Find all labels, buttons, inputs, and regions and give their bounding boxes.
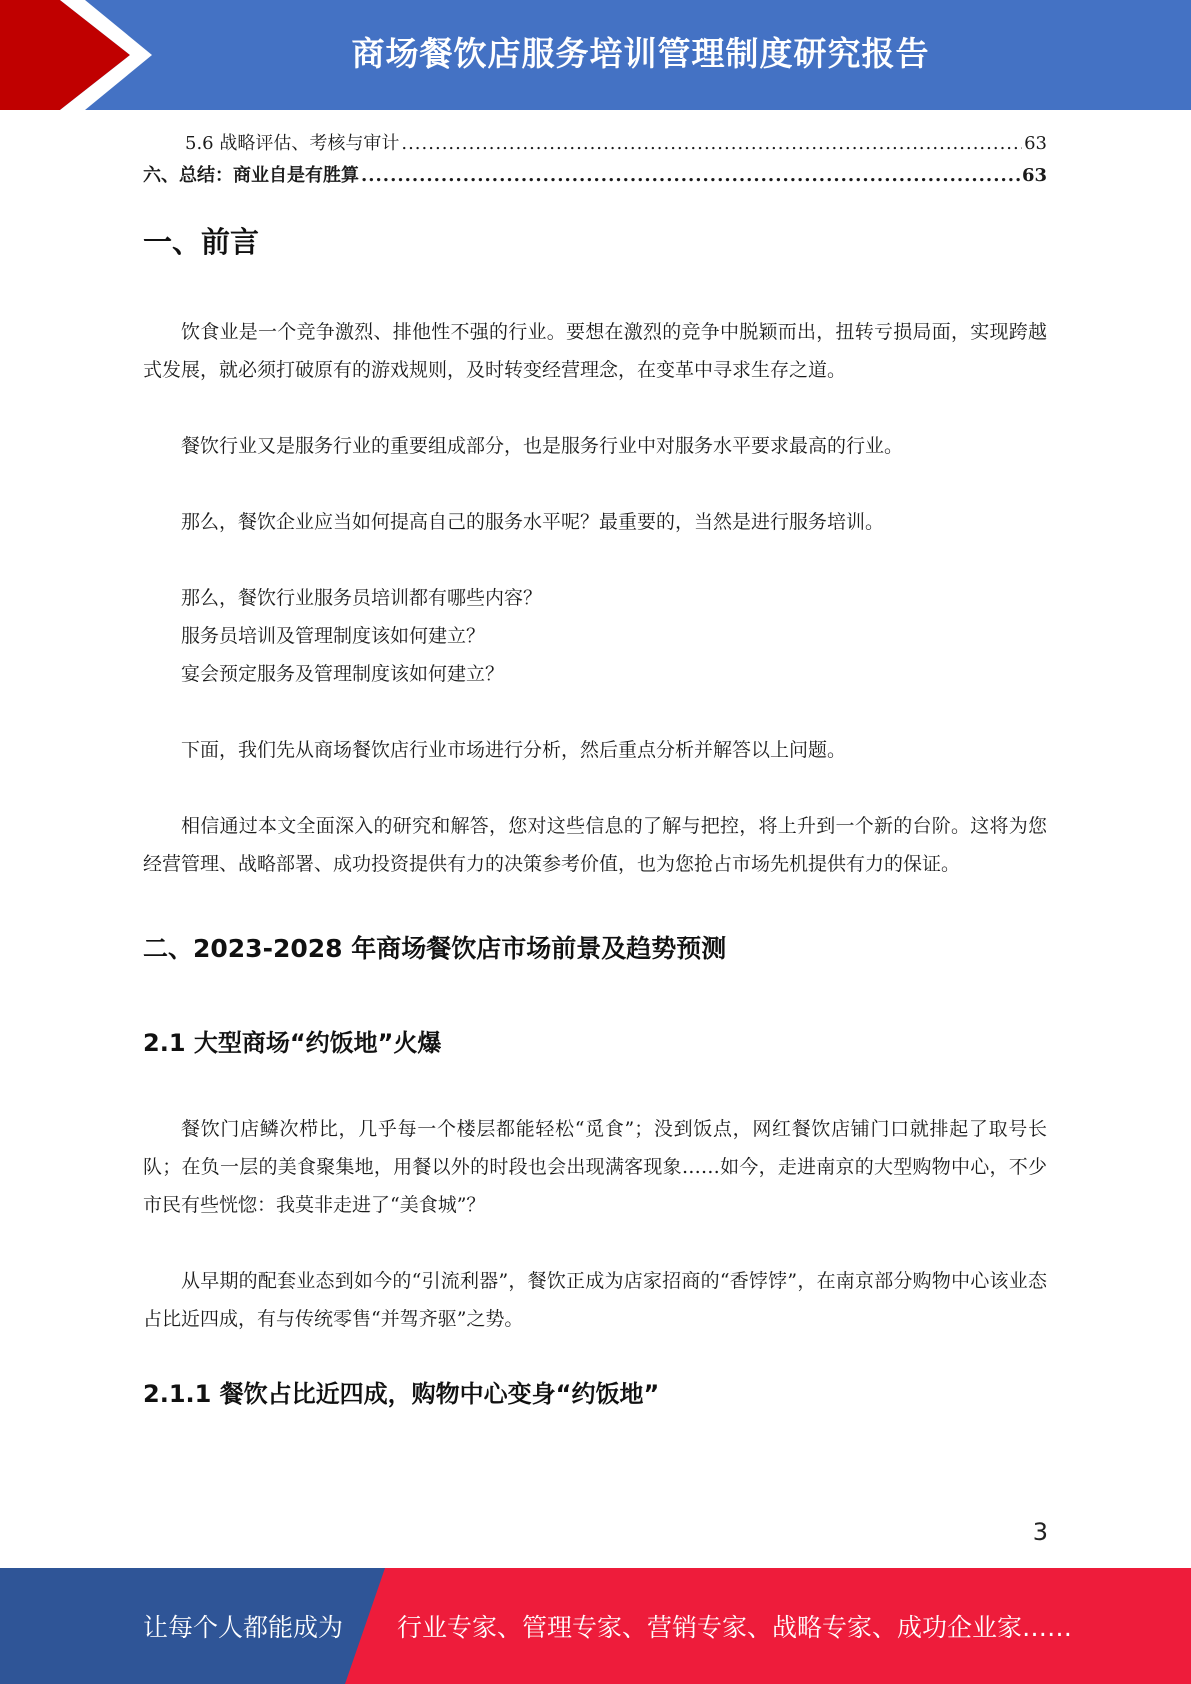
- section-heading-forecast: 二、2023-2028 年商场餐饮店市场前景及趋势预测: [143, 934, 727, 963]
- toc-leader-dots: [401, 128, 1022, 160]
- footer-slogan-right: 行业专家、管理专家、营销专家、战略专家、成功企业家……: [397, 1613, 1073, 1642]
- paragraph: 相信通过本文全面深入的研究和解答，您对这些信息的了解与把控，将上升到一个新的台阶。这将为您经营管理、战略部署、成功投资提供有力的决策参考价值，也为您抢占市场先机提供有力的保证。: [143, 815, 1047, 875]
- toc-leader-dots: [361, 160, 1020, 192]
- subsubsection-heading: 2.1.1 餐饮占比近四成，购物中心变身“约饭地”: [143, 1380, 660, 1408]
- footer-slogan-left: 让每个人都能成为: [143, 1613, 344, 1642]
- toc-entry[interactable]: [143, 160, 1047, 192]
- paragraph: 餐饮行业又是服务行业的重要组成部分，也是服务行业中对服务水平要求最高的行业。: [181, 435, 904, 457]
- paragraph: 下面，我们先从商场餐饮店行业市场进行分析，然后重点分析并解答以上问题。: [181, 739, 847, 761]
- subsection-body: [143, 1110, 1047, 1338]
- page-number: 3: [1032, 1518, 1048, 1546]
- page-footer: [0, 1568, 1191, 1684]
- preface-body: [143, 313, 1047, 883]
- toc-entry-page: 63: [1024, 133, 1047, 154]
- toc-entry-label: 5.6 战略评估、考核与审计: [185, 133, 400, 154]
- paragraph: 餐饮门店鳞次栉比，几乎每一个楼层都能轻松“觅食”；没到饭点，网红餐饮店铺门口就排起了取号长队；在负一层的美食聚集地，用餐以外的时段也会出现满客现象……如今，走进南京的大型购物中心，不少市民有些恍惚：我莫非走进了“美食城”？: [143, 1118, 1047, 1216]
- toc-entry-page: 63: [1021, 165, 1047, 186]
- toc-entry-label: 六、总结：商业自是有胜算: [143, 165, 359, 186]
- paragraph: 那么，餐饮企业应当如何提高自己的服务水平呢？最重要的，当然是进行服务培训。: [181, 511, 885, 533]
- paragraph: 饮食业是一个竞争激烈、排他性不强的行业。要想在激烈的竞争中脱颖而出，扭转亏损局面，实现跨越式发展，就必须打破原有的游戏规则，及时转变经营理念，在变革中寻求生存之道。: [143, 321, 1047, 381]
- page-header: [0, 0, 1191, 110]
- subsection-heading: 2.1 大型商场“约饭地”火爆: [143, 1029, 442, 1057]
- toc-entry[interactable]: [143, 128, 1047, 160]
- page-content: [143, 128, 1047, 1409]
- document-title: 商场餐饮店服务培训管理制度研究报告: [351, 34, 930, 73]
- question-list: [143, 579, 1047, 693]
- paragraph: 从早期的配套业态到如今的“引流利器”，餐饮正成为店家招商的“香饽饽”，在南京部分购物中心该业态占比近四成，有与传统零售“并驾齐驱”之势。: [143, 1270, 1047, 1330]
- section-heading-preface: 一、前言: [143, 225, 260, 259]
- table-of-contents: [143, 128, 1047, 192]
- question-item: 服务员培训及管理制度该如何建立？: [181, 625, 486, 647]
- question-item: 宴会预定服务及管理制度该如何建立？: [181, 663, 505, 685]
- question-item: 那么，餐饮行业服务员培训都有哪些内容？: [181, 587, 543, 609]
